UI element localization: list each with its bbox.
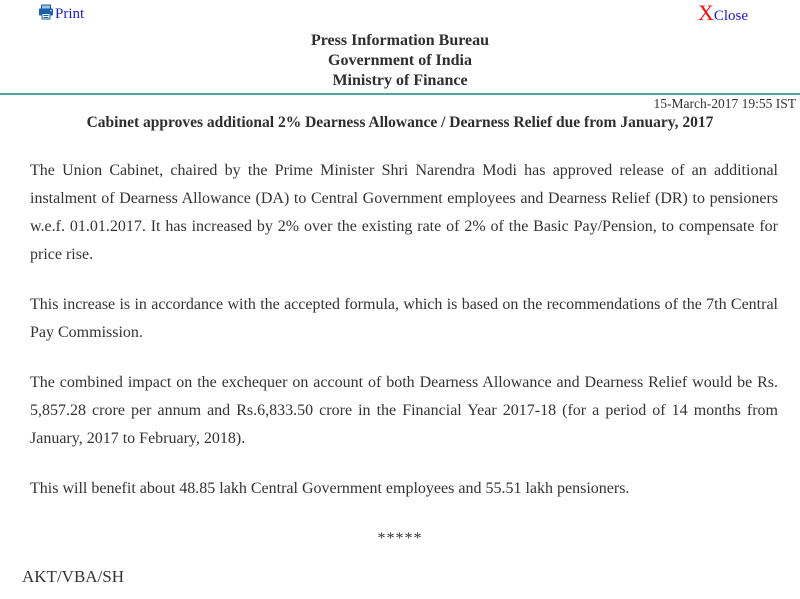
ministry-name: Ministry of Finance (332, 72, 468, 89)
close-button[interactable] (697, 0, 748, 25)
org-header (0, 31, 800, 91)
body-paragraph: The combined impact on the exchequer on account of both Dearness Allowance and Dearness Relief would be Rs. 5,857.28 crore per annum and Rs.6,833.50 crore in the Financial Year 2017-18 (for a period of 14 months from January, 2017 to February, 2018). (30, 374, 778, 447)
author-initials: AKT/VBA/SH (22, 567, 125, 586)
release-body (0, 157, 800, 503)
end-separator: ***** (377, 530, 423, 547)
top-toolbar (0, 0, 800, 24)
org-name: Press Information Bureau (310, 32, 490, 49)
government-name: Government of India (328, 52, 472, 69)
print-button[interactable] (38, 4, 84, 25)
release-datetime: 15-March-2017 19:55 IST (653, 96, 796, 111)
print-label: Print (55, 6, 85, 22)
close-label: Close (713, 8, 748, 24)
teal-divider (0, 93, 800, 95)
printer-icon (38, 4, 54, 25)
body-paragraph: This will benefit about 48.85 lakh Central Government employees and 55.51 lakh pensioners. (30, 480, 630, 497)
close-x-icon: X (697, 0, 714, 25)
body-paragraph: This increase is in accordance with the accepted formula, which is based on the recommendations of the 7th Central Pay Commission. (30, 296, 778, 341)
body-paragraph: The Union Cabinet, chaired by the Prime Minister Shri Narendra Modi has approved release of an additional instalment of Dearness Allowance (DA) to Central Government employees and Dearness Relief (DR) to pensioners w.e.f. 01.01.2017. It has increased by 2% over the existing rate of 2% of the Basic Pay/Pension, to compensate for price rise. (30, 162, 778, 263)
release-title: Cabinet approves additional 2% Dearness Allowance / Dearness Relief due from January, 2017 (86, 114, 714, 131)
